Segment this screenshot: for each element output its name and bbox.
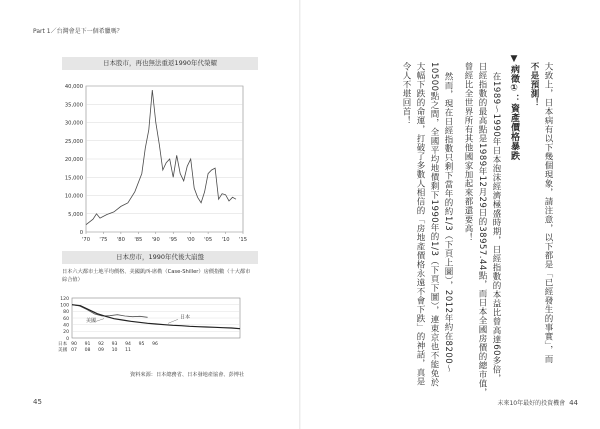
x-tick-label-usa: 09	[98, 348, 104, 353]
section-heading: ▼病徵①：資產價格暴跌	[509, 54, 519, 161]
x-tick-label: '80	[116, 237, 125, 243]
x-tick-label-japan: 90	[71, 342, 77, 347]
housing-line-chart	[0, 290, 300, 370]
x-tick-label-usa: 07	[71, 348, 77, 353]
y-tick-label: 35,000	[64, 102, 83, 109]
x-tick-label-japan: 95	[138, 342, 145, 347]
y-tick-label-2: 0	[66, 336, 69, 342]
row-label-usa: 美國	[58, 348, 68, 353]
x-tick-label-usa: 11	[125, 348, 131, 353]
x-tick-label-japan: 91	[84, 342, 91, 347]
text-column-6: 曾經比全世界所有其他國家加起來都還要高！	[463, 62, 473, 242]
x-tick-label: '05	[204, 237, 213, 243]
series-line-japan	[72, 305, 240, 329]
y-tick-label: 0	[79, 230, 83, 236]
y-tick-label: 5,000	[68, 211, 83, 218]
x-tick-label: '15	[238, 237, 248, 243]
x-tick-label-japan: 93	[111, 342, 118, 347]
x-tick-label-japan: 94	[125, 342, 131, 347]
y-tick-label-2: 80	[63, 310, 69, 316]
row-label-japan: 日本	[58, 342, 68, 347]
usa-label: 美國	[86, 318, 97, 324]
x-tick-label: '10	[221, 237, 230, 243]
series-line-nikkei	[86, 90, 236, 225]
x-tick-label: '75	[99, 237, 108, 243]
chart2-description: 日本六大都市土地平均價格、美國凱西-席勒（Case-Shiller）房價指數（十大都市綜合值）	[62, 269, 251, 283]
chart1-title: 日本股市，再也無法重返1990年代榮耀	[62, 57, 258, 70]
y-tick-label: 25,000	[64, 138, 83, 145]
page-number-left: 45	[33, 398, 42, 406]
japan-label: 日本	[180, 314, 191, 321]
x-tick-label: '00	[186, 237, 195, 243]
x-tick-label: '85	[134, 237, 143, 243]
text-column-9: 大幅下跌的命運，打破了多數人相信的「房地產價格永遠不會下跌」的神話，真是	[415, 62, 425, 386]
usa-leader-line	[96, 319, 104, 322]
text-column-2: 不是預測！	[529, 62, 539, 107]
text-column-1: 大致上，日本病有以下幾個現象，請注意，以下都是「已經發生的事實」，而	[543, 62, 553, 364]
x-tick-label: '90	[151, 237, 160, 243]
right-page	[300, 0, 600, 429]
x-tick-label: '70	[81, 237, 91, 243]
text-column-7: 然而，現在日經指數只剩下當年的約1/3（下頁上圖），2012年約在8200～	[443, 72, 453, 374]
y-tick-label-2: 40	[63, 323, 69, 329]
y-tick-label: 30,000	[64, 120, 83, 127]
page-number-right: 44	[569, 399, 578, 407]
text-column-4: 在1989～1990年日本泡沫經濟極盛時期，日經指數的本益比曾高達60多倍，	[491, 72, 501, 384]
text-column-10: 令人不堪回首！	[401, 62, 411, 125]
text-column-8: 10500點之間，全國平均地價剩下1990年的1/3（下頁下圖），連東京也不能免於	[429, 62, 439, 388]
y-tick-label-2: 20	[63, 330, 69, 336]
y-tick-label-2: 100	[60, 303, 69, 309]
footer-title: 未來10年最好的投資機會	[497, 400, 566, 407]
data-source: 資料來源：日本總務省、日本發地產協會、彭博社	[130, 372, 245, 378]
x-tick-label: '95	[169, 237, 178, 243]
y-tick-label-2: 120	[60, 296, 69, 302]
x-tick-label-japan: 92	[98, 342, 104, 347]
y-tick-label: 40,000	[64, 84, 83, 90]
nikkei-line-chart	[0, 72, 300, 252]
y-tick-label: 20,000	[64, 157, 83, 163]
y-tick-label: 15,000	[64, 175, 83, 182]
text-column-5: 日經指數的最高點是1989年12月29日的38957.44點，而日本全國房價的總市值，	[477, 62, 487, 397]
y-tick-label: 10,000	[64, 193, 83, 200]
x-tick-label-usa: 10	[111, 348, 118, 353]
running-header: Part 1／台灣會是下一個希臘嗎？	[33, 28, 123, 35]
x-tick-label-japan: 96	[152, 342, 158, 347]
japan-leader-line	[168, 319, 178, 323]
chart2-title: 日本房市，1990年代後大崩盤	[62, 251, 258, 264]
y-tick-label-2: 60	[63, 316, 69, 322]
running-footer	[497, 398, 578, 407]
x-tick-label-usa: 08	[84, 348, 91, 353]
